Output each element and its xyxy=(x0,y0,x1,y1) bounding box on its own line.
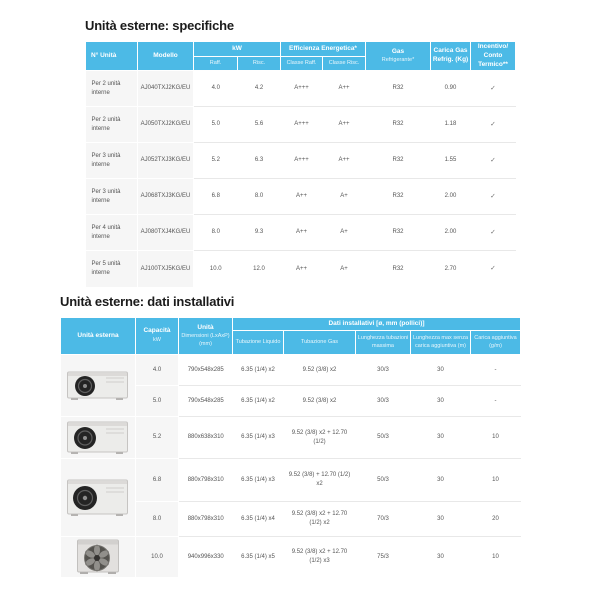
subcol-risc: Risc. xyxy=(238,57,281,71)
cell-senza-carica: 30 xyxy=(411,417,471,459)
cell-carica-aggiuntiva: 20 xyxy=(471,502,521,537)
table-row xyxy=(86,179,516,215)
cell-modello: AJ080TXJ4KG/EU xyxy=(138,215,194,251)
cell-modello: AJ040TXJ2KG/EU xyxy=(138,71,194,107)
cell-carica: 1.18 xyxy=(431,107,471,143)
cell-kw-raff: 5.2 xyxy=(194,143,238,179)
cell-dimensioni: 940x996x330 xyxy=(179,537,233,578)
cell-modello: AJ050TXJ2KG/EU xyxy=(138,107,194,143)
cell-senza-carica: 30 xyxy=(411,459,471,502)
section-specifiche xyxy=(85,18,515,287)
cell-tubazione-gas: 9.52 (3/8) x2 + 12.70 (1/2) x3 xyxy=(284,537,356,578)
cell-classe-raff: A++ xyxy=(281,179,323,215)
subcol-classe-raff: Classe Raff. xyxy=(281,57,323,71)
cell-tubazione-gas: 9.52 (3/8) x2 + 12.70 (1/2) xyxy=(284,417,356,459)
cell-carica-aggiuntiva: 10 xyxy=(471,459,521,502)
section-dati-installativi-title: Unità esterne: dati installativi xyxy=(60,294,235,309)
cell-lunghezza: 50/3 xyxy=(356,417,411,459)
cell-carica: 2.70 xyxy=(431,251,471,287)
checkmark-icon: ✓ xyxy=(471,179,516,215)
subcol-carica-aggiuntiva: Carica aggiuntiva (g/m) xyxy=(471,331,521,355)
carica-gas-line1: Carica Gas xyxy=(433,47,468,55)
cell-n-unita: Per 3 unità interne xyxy=(86,179,138,215)
subcol-classe-risc: Classe Risc. xyxy=(323,57,366,71)
cell-tubazione-gas: 9.52 (3/8) x2 xyxy=(302,366,337,373)
section-specifiche-title: Unità esterne: specifiche xyxy=(85,18,234,33)
subcol-tubazione-gas: Tubazione Gas xyxy=(284,331,356,355)
cell-gas: R32 xyxy=(392,85,404,92)
dimensioni-sublabel: Dimensioni (LxAxP) (mm) xyxy=(181,333,230,347)
checkmark-icon: ✓ xyxy=(471,215,516,251)
cell-gas: R32 xyxy=(366,107,431,143)
cell-classe-risc: A+ xyxy=(323,179,366,215)
col-header-gas xyxy=(366,42,431,71)
col-header-unita-esterna: Unità esterna xyxy=(61,318,136,355)
cell-gas: R32 xyxy=(366,251,431,287)
cell-tubazione-liquido: 6.35 (1/4) x5 xyxy=(233,537,284,578)
cell-lunghezza: 30/3 xyxy=(356,386,411,417)
col-header-dati-installativi: Dati installativi [ø, mm (pollici)] xyxy=(233,318,521,331)
cell-capacita: 4.0 xyxy=(136,355,179,386)
cell-tubazione-liquido: 6.35 (1/4) x4 xyxy=(233,502,284,537)
checkmark-icon: ✓ xyxy=(471,143,516,179)
cell-kw-risc: 4.2 xyxy=(254,85,264,92)
checkmark-icon: ✓ xyxy=(471,251,516,287)
cell-kw-raff: 5.0 xyxy=(194,107,238,143)
col-header-capacita xyxy=(136,318,179,355)
table-row xyxy=(61,355,521,386)
section-dati-installativi xyxy=(60,294,520,577)
col-header-kw: kW xyxy=(194,42,281,57)
cell-carica-aggiuntiva: - xyxy=(494,366,497,373)
cell-classe-risc: A++ xyxy=(338,85,350,92)
cell-carica: 0.90 xyxy=(444,85,457,92)
outdoor-unit-photo-large xyxy=(76,539,120,575)
cell-dimensioni: 790x548x285 xyxy=(179,386,233,417)
cell-carica-aggiuntiva: - xyxy=(471,386,521,417)
cell-carica: 2.00 xyxy=(431,215,471,251)
cell-senza-carica: 30 xyxy=(411,386,471,417)
cell-n-unita: Per 2 unità interne xyxy=(86,107,138,143)
cell-classe-risc: A++ xyxy=(323,143,366,179)
checkmark-icon: ✓ xyxy=(490,84,496,92)
outdoor-unit-photo-small xyxy=(66,371,130,401)
cell-tubazione-gas: 9.52 (3/8) + 12.70 (1/2) x2 xyxy=(284,459,356,502)
table-row xyxy=(61,537,521,578)
cell-modello: AJ100TXJ5KG/EU xyxy=(138,251,194,287)
col-header-efficienza: Efficienza Energetica* xyxy=(281,42,366,57)
cell-kw-raff: 10.0 xyxy=(194,251,238,287)
cell-capacita: 6.8 xyxy=(136,459,179,502)
cell-carica: 2.00 xyxy=(431,179,471,215)
cell-tubazione-liquido: 6.35 (1/4) x2 xyxy=(241,366,275,373)
cell-dimensioni: 880x798x310 xyxy=(179,459,233,502)
cell-tubazione-liquido: 6.35 (1/4) x2 xyxy=(233,386,284,417)
cell-kw-risc: 12.0 xyxy=(238,251,281,287)
cell-dimensioni: 790x548x285 xyxy=(187,366,224,373)
cell-capacita: 8.0 xyxy=(136,502,179,537)
cell-gas: R32 xyxy=(366,179,431,215)
table-row xyxy=(61,459,521,502)
cell-kw-risc: 8.0 xyxy=(238,179,281,215)
subcol-raff: Raff. xyxy=(194,57,238,71)
cell-n-unita: Per 2 unità interne xyxy=(86,71,138,107)
capacita-sublabel: kW xyxy=(153,337,161,344)
outdoor-unit-image xyxy=(61,537,136,578)
cell-n-unita: Per 3 unità interne xyxy=(86,143,138,179)
carica-gas-line2: Refrig. (Kg) xyxy=(432,56,469,64)
cell-classe-raff: A+++ xyxy=(281,107,323,143)
cell-n-unita: Per 5 unità interne xyxy=(86,251,138,287)
cell-kw-risc: 6.3 xyxy=(238,143,281,179)
cell-gas: R32 xyxy=(366,143,431,179)
incentivo-line1: Incentivo/ xyxy=(477,43,509,50)
cell-capacita: 5.2 xyxy=(136,417,179,459)
cell-dimensioni: 880x798x310 xyxy=(179,502,233,537)
cell-senza-carica: 30 xyxy=(411,502,471,537)
cell-classe-risc: A++ xyxy=(323,107,366,143)
incentivo-line2: Conto Termico** xyxy=(478,51,508,68)
subcol-lunghezza-senza-carica: Lunghezza max senza carica aggiuntiva (m) xyxy=(411,331,471,355)
cell-carica-aggiuntiva: 10 xyxy=(471,417,521,459)
cell-lunghezza: 50/3 xyxy=(356,459,411,502)
cell-n-unita: Per 4 unità interne xyxy=(86,215,138,251)
cell-classe-raff: A+++ xyxy=(294,85,309,92)
outdoor-unit-photo-medium xyxy=(66,421,130,455)
cell-capacita: 10.0 xyxy=(136,537,179,578)
gas-label: Gas xyxy=(391,47,405,55)
col-header-modello: Modello xyxy=(138,42,194,71)
cell-tubazione-gas: 9.52 (3/8) x2 + 12.70 (1/2) x2 xyxy=(284,502,356,537)
cell-classe-raff: A++ xyxy=(281,215,323,251)
table-row xyxy=(86,143,516,179)
col-header-unita-dimensioni xyxy=(179,318,233,355)
cell-lunghezza: 30/3 xyxy=(377,366,389,373)
cell-tubazione-liquido: 6.35 (1/4) x3 xyxy=(233,459,284,502)
cell-carica: 1.55 xyxy=(431,143,471,179)
outdoor-unit-image xyxy=(61,355,136,417)
outdoor-unit-image xyxy=(61,459,136,537)
cell-lunghezza: 70/3 xyxy=(356,502,411,537)
unita-label: Unità xyxy=(197,323,214,331)
outdoor-unit-image xyxy=(61,417,136,459)
cell-kw-risc: 5.6 xyxy=(238,107,281,143)
gas-sublabel: Refrigerante* xyxy=(381,57,415,64)
subcol-lunghezza-max: Lunghezza tubazioni massima xyxy=(356,331,411,355)
installation-table xyxy=(60,317,521,577)
cell-gas: R32 xyxy=(366,215,431,251)
capacita-label: Capacità xyxy=(143,327,171,335)
cell-dimensioni: 880x638x310 xyxy=(179,417,233,459)
cell-kw-raff: 6.8 xyxy=(194,179,238,215)
table-row xyxy=(86,71,516,107)
cell-kw-risc: 9.3 xyxy=(238,215,281,251)
col-header-n-unita: N° Unità xyxy=(86,42,138,71)
cell-capacita: 5.0 xyxy=(136,386,179,417)
col-header-carica-gas xyxy=(431,42,471,71)
cell-classe-raff: A+++ xyxy=(281,143,323,179)
cell-kw-raff: 4.0 xyxy=(211,85,220,92)
cell-kw-raff: 8.0 xyxy=(194,215,238,251)
cell-modello: AJ052TXJ3KG/EU xyxy=(138,143,194,179)
cell-lunghezza: 75/3 xyxy=(356,537,411,578)
cell-tubazione-gas: 9.52 (3/8) x2 xyxy=(284,386,356,417)
col-header-incentivo xyxy=(471,42,516,71)
specs-table xyxy=(85,41,516,287)
cell-classe-risc: A+ xyxy=(323,251,366,287)
outdoor-unit-photo-medium-tall xyxy=(66,479,130,517)
table-row xyxy=(86,107,516,143)
cell-senza-carica: 30 xyxy=(411,537,471,578)
cell-tubazione-liquido: 6.35 (1/4) x3 xyxy=(233,417,284,459)
cell-modello: AJ068TXJ3KG/EU xyxy=(138,179,194,215)
cell-classe-risc: A+ xyxy=(323,215,366,251)
table-row xyxy=(86,215,516,251)
table-row xyxy=(61,417,521,459)
cell-classe-raff: A++ xyxy=(281,251,323,287)
cell-senza-carica: 30 xyxy=(437,366,444,373)
checkmark-icon: ✓ xyxy=(471,107,516,143)
table-row xyxy=(86,251,516,287)
cell-carica-aggiuntiva: 10 xyxy=(471,537,521,578)
subcol-tubazione-liquido: Tubazione Liquido xyxy=(233,331,284,355)
